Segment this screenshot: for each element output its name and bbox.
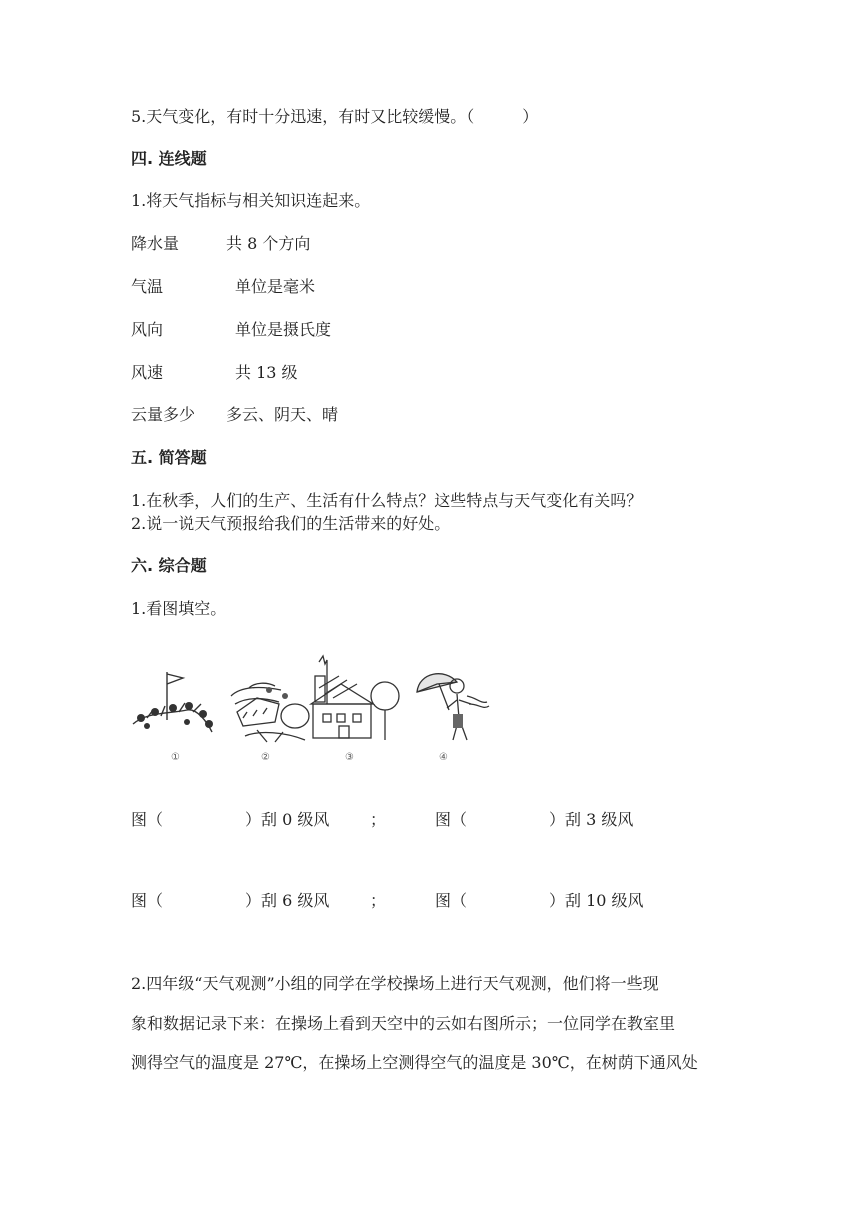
blank-2-suffix: ）刮 3 级风 xyxy=(549,810,634,829)
section-6-heading: 六. 综合题 xyxy=(131,556,207,575)
section-6-question-1: 1.看图填空。 xyxy=(131,599,227,618)
blank-3-suffix: ）刮 6 级风 xyxy=(245,891,330,910)
matching-left-3: 风向 xyxy=(131,320,164,339)
blank-3-separator: ； xyxy=(370,891,387,910)
section-6-question-2-line-3: 测得空气的温度是 27℃，在操场上空测得空气的温度是 30℃，在树荫下通风处 xyxy=(131,1053,698,1072)
blank-1-separator: ； xyxy=(370,810,387,829)
matching-left-1: 降水量 xyxy=(131,234,180,253)
smoke-house-tree-drawing xyxy=(311,656,399,740)
matching-right-1: 共 8 个方向 xyxy=(226,234,311,253)
section-5-heading: 五. 简答题 xyxy=(131,448,207,467)
section-4-question-1: 1.将天气指标与相关知识连起来。 xyxy=(131,191,371,210)
figure-label-1: ① xyxy=(171,752,180,763)
section-6-question-2-line-2: 象和数据记录下来：在操场上看到天空中的云如右图所示；一位同学在教室里 xyxy=(131,1014,676,1033)
section-4-heading: 四. 连线题 xyxy=(131,149,207,168)
blank-3-prefix: 图（ xyxy=(131,891,164,910)
blank-4-prefix: 图（ xyxy=(435,891,468,910)
matching-left-2: 气温 xyxy=(131,277,164,296)
wind-levels-illustration xyxy=(127,652,497,770)
blank-4-suffix: ）刮 10 级风 xyxy=(549,891,644,910)
matching-left-5: 云量多少 xyxy=(131,405,196,424)
umbrella-person-drawing xyxy=(417,674,489,740)
figure-label-4: ④ xyxy=(439,752,448,763)
statement-5: 5.天气变化，有时十分迅速，有时又比较缓慢。（ ） xyxy=(131,107,539,126)
storm-house-tree-drawing xyxy=(231,683,309,742)
matching-right-5: 多云、阴天、晴 xyxy=(226,405,339,424)
section-5-question-2: 2.说一说天气预报给我们的生活带来的好处。 xyxy=(131,514,451,533)
blank-2-prefix: 图（ xyxy=(435,810,468,829)
matching-right-2: 单位是毫米 xyxy=(235,277,316,296)
matching-right-3: 单位是摄氏度 xyxy=(235,320,332,339)
matching-right-4: 共 13 级 xyxy=(235,363,298,382)
still-flag-tree-drawing xyxy=(133,672,213,732)
figure-label-3: ③ xyxy=(345,752,354,763)
section-5-question-1: 1.在秋季，人们的生产、生活有什么特点？这些特点与天气变化有关吗？ xyxy=(131,491,643,510)
figure-label-2: ② xyxy=(261,752,270,763)
section-6-question-2-line-1: 2.四年级“天气观测”小组的同学在学校操场上进行天气观测，他们将一些现 xyxy=(131,974,659,993)
matching-left-4: 风速 xyxy=(131,363,164,382)
blank-1-prefix: 图（ xyxy=(131,810,164,829)
blank-1-suffix: ）刮 0 级风 xyxy=(245,810,330,829)
